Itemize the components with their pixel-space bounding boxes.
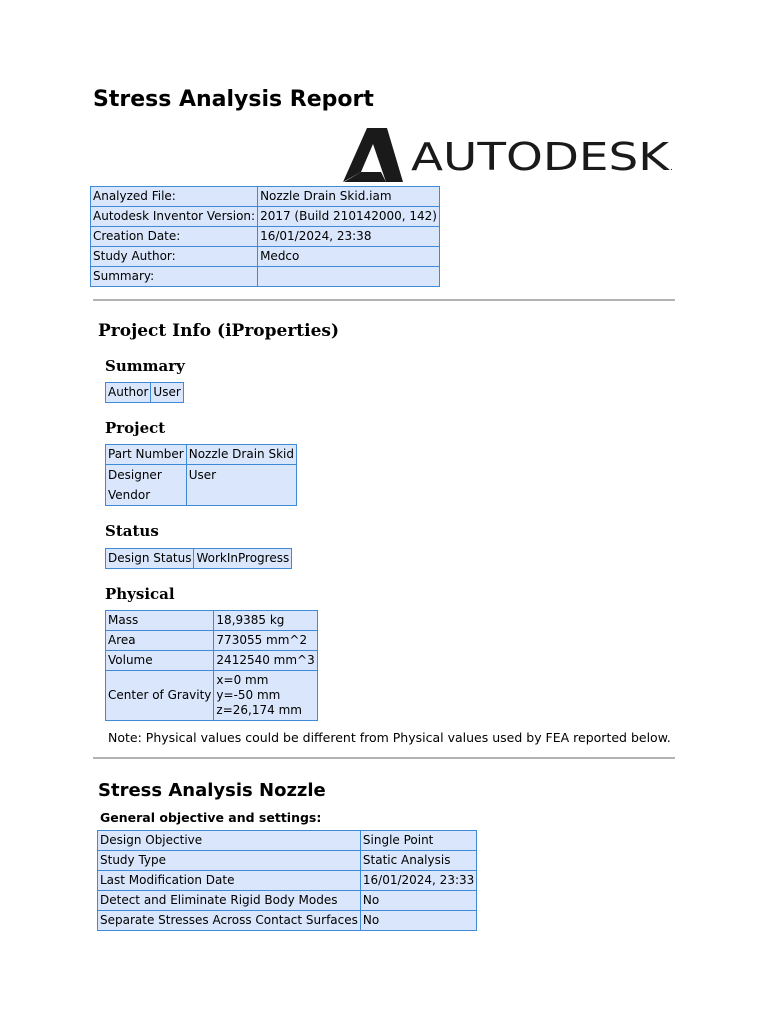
- table-row: [106, 383, 184, 403]
- table-row: [106, 465, 297, 506]
- table-row: [98, 891, 477, 911]
- mass-label: Mass: [106, 611, 214, 631]
- author-label: Author: [106, 383, 151, 403]
- table-row: [91, 187, 440, 207]
- table-row: [98, 831, 477, 851]
- physical-heading: Physical: [105, 585, 175, 603]
- table-row: [106, 611, 318, 631]
- table-row: [106, 445, 297, 465]
- author-value: User: [151, 383, 183, 403]
- table-row: [98, 911, 477, 931]
- setting-label: Design Objective: [98, 831, 361, 851]
- designer-vendor-labels: [106, 465, 187, 506]
- design-status-label: Design Status: [106, 549, 194, 569]
- setting-label: Separate Stresses Across Contact Surfaces: [98, 911, 361, 931]
- header-value: [258, 267, 440, 287]
- volume-value: 2412540 mm^3: [214, 651, 317, 671]
- summary-table: [105, 382, 184, 403]
- header-label: Summary:: [91, 267, 258, 287]
- setting-value: No: [360, 891, 476, 911]
- area-value: 773055 mm^2: [214, 631, 317, 651]
- cog-y: y=-50 mm: [216, 688, 281, 702]
- project-heading: Project: [105, 419, 166, 437]
- autodesk-logo-icon: [343, 126, 678, 184]
- table-row: [98, 851, 477, 871]
- table-row: [106, 651, 318, 671]
- section-divider: [93, 757, 675, 759]
- autodesk-logo: [343, 126, 678, 184]
- part-number-value: Nozzle Drain Skid: [186, 445, 296, 465]
- header-label: Analyzed File:: [91, 187, 258, 207]
- setting-label: Study Type: [98, 851, 361, 871]
- header-value: 2017 (Build 210142000, 142): [258, 207, 440, 227]
- report-title: Stress Analysis Report: [93, 87, 374, 112]
- header-value: 16/01/2024, 23:38: [258, 227, 440, 247]
- setting-value: No: [360, 911, 476, 931]
- logo-wordmark: AUTODESK: [411, 135, 671, 179]
- setting-label: Detect and Eliminate Rigid Body Modes: [98, 891, 361, 911]
- table-row: [91, 227, 440, 247]
- header-value: Nozzle Drain Skid.iam: [258, 187, 440, 207]
- setting-value: Static Analysis: [360, 851, 476, 871]
- table-row: [106, 631, 318, 651]
- header-table: [90, 186, 440, 287]
- header-label: Creation Date:: [91, 227, 258, 247]
- section-divider: [93, 299, 675, 301]
- cog-values: [214, 671, 317, 721]
- table-row: [98, 871, 477, 891]
- svg-text:.: .: [670, 163, 673, 173]
- setting-label: Last Modification Date: [98, 871, 361, 891]
- project-table: [105, 444, 297, 506]
- cog-x: x=0 mm: [216, 673, 269, 687]
- part-number-label: Part Number: [106, 445, 187, 465]
- stress-analysis-heading: Stress Analysis Nozzle: [98, 780, 326, 801]
- header-label: Autodesk Inventor Version:: [91, 207, 258, 227]
- physical-table: [105, 610, 318, 721]
- table-row: [91, 207, 440, 227]
- status-heading: Status: [105, 522, 159, 540]
- designer-label: Designer: [108, 468, 162, 482]
- cog-z: z=26,174 mm: [216, 703, 302, 717]
- setting-value: Single Point: [360, 831, 476, 851]
- volume-label: Volume: [106, 651, 214, 671]
- summary-heading: Summary: [105, 357, 185, 375]
- vendor-label: Vendor: [108, 488, 151, 502]
- general-settings-heading: General objective and settings:: [100, 810, 322, 825]
- designer-value: User: [188, 468, 217, 482]
- header-value: Medco: [258, 247, 440, 267]
- table-row: [91, 267, 440, 287]
- area-label: Area: [106, 631, 214, 651]
- setting-value: 16/01/2024, 23:33: [360, 871, 476, 891]
- header-label: Study Author:: [91, 247, 258, 267]
- table-row: [106, 671, 318, 721]
- designer-vendor-values: [186, 465, 296, 506]
- settings-table: [97, 830, 477, 931]
- design-status-value: WorkInProgress: [194, 549, 292, 569]
- physical-note: Note: Physical values could be different from Physical values used by FEA reported below.: [108, 730, 671, 745]
- cog-label: Center of Gravity: [106, 671, 214, 721]
- mass-value: 18,9385 kg: [214, 611, 317, 631]
- table-row: [91, 247, 440, 267]
- table-row: [106, 549, 292, 569]
- status-table: [105, 548, 292, 569]
- project-info-heading: Project Info (iProperties): [98, 321, 340, 341]
